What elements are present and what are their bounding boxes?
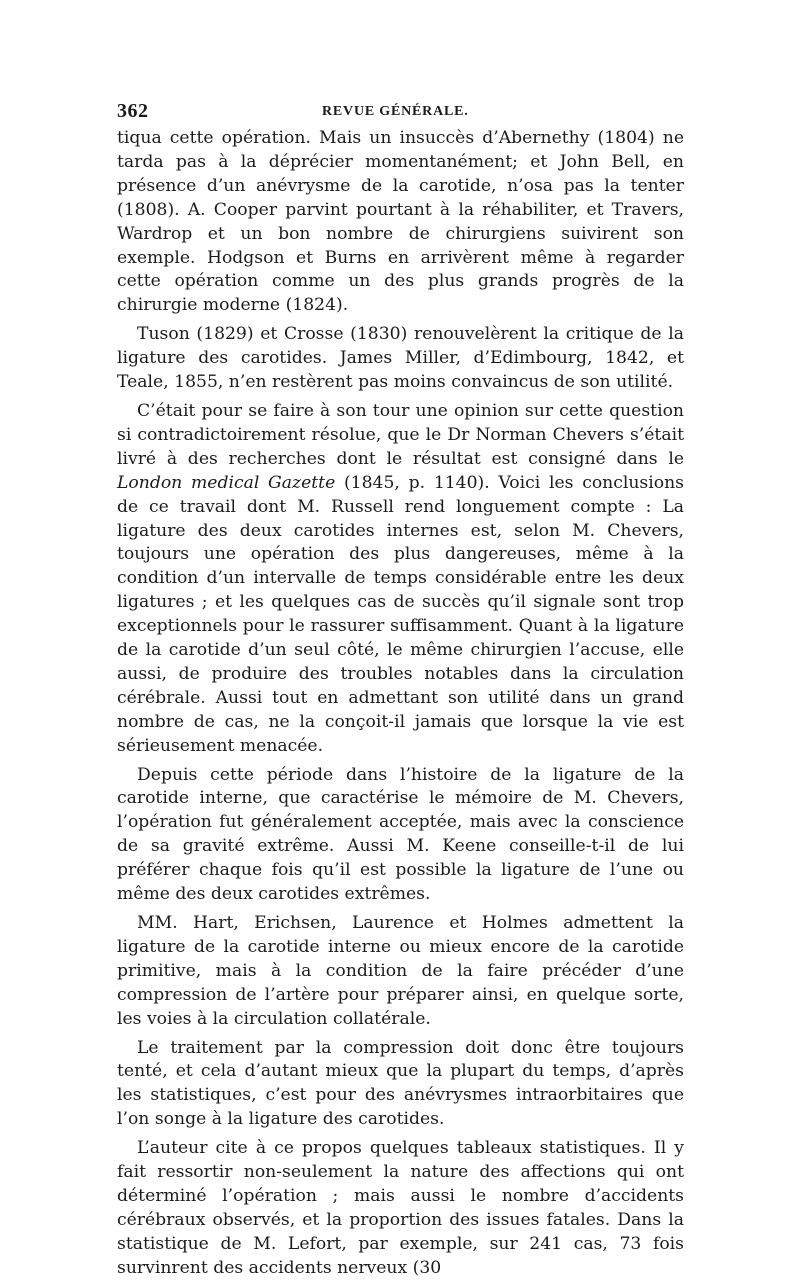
paragraph-2: Tuson (1829) et Crosse (1830) renouvelèrent la critique de la ligature des carotides. James Miller, d’Edimbourg, 1842, et Teale, 1855, n’en restèrent pas moins convaincus de son utilité.	[117, 324, 684, 393]
paragraph-3-text-before: C’était pour se faire à son tour une opinion sur cette question si contradictoirement résolue, que le Dr Norman Chevers s’était livré à des recherches dont le résultat est consigné dans le	[117, 400, 684, 469]
paragraph-3-text-after: (1845, p. 1140). Voici les conclusions de ce travail dont M. Russell rend longuement compte : La ligature des deux carotides internes est, selon M. Chevers, toujours une opération des plus dangereuses, même à la condition d’un intervalle de temps considérable entre les deux ligatures ; et les quelques cas de succès qu’il signale sont trop exceptionnels pour le rassurer suffisamment. Quant à la ligature de la carotide d’un seul côté, le même chirurgien l’accuse, elle aussi, de produire des troubles notables dans la circulation cérébrale. Aussi tout en admettant son utilité dans un grand nombre de cas, ne la conçoit-il jamais que lorsque la vie est sérieusement menacée.	[117, 472, 684, 756]
paragraph-4: Depuis cette période dans l’histoire de la ligature de la carotide interne, que caractérise le mémoire de M. Chevers, l’opération fut généralement acceptée, mais avec la conscience de sa gravité extrême. Aussi M. Keene conseille-t-il de lui préférer chaque fois qu’il est possible la ligature de l’une ou même des deux carotides extrêmes.	[117, 764, 684, 905]
paragraph-7: L’auteur cite à ce propos quelques tableaux statistiques. Il y fait ressortir non-seulement la nature des affections qui ont déterminé l’opération ; mais aussi le nombre d’accidents cérébraux observés, et la proportion des issues fatales. Dans la statistique de M. Lefort, par exemple, sur 241 cas, 73 fois survinrent des accidents nerveux (30	[117, 1138, 684, 1278]
page-number: 362	[117, 100, 149, 122]
journal-title: London medical Gazette	[117, 472, 336, 493]
paragraph-6: Le traitement par la compression doit donc être toujours tenté, et cela d’autant mieux que la plupart du temps, d’après les statistiques, c’est pour des anévrysmes intraorbitaires que l’on songe à la ligature des carotides.	[117, 1037, 684, 1130]
paragraph-1: tiqua cette opération. Mais un insuccès d’Abernethy (1804) ne tarda pas à la déprécier momentanément; et John Bell, en présence d’un anévrysme de la carotide, n’osa pas la tenter (1808). A. Cooper parvint pourtant à la réhabiliter, et Travers, Wardrop et un bon nombre de chirurgiens suivirent son exemple. Hodgson et Burns en arrivèrent même à regarder cette opération comme un des plus grands progrès de la chirurgie moderne (1824).	[117, 128, 684, 316]
body-text	[117, 127, 684, 1281]
page-header	[117, 100, 684, 124]
paragraph-5: MM. Hart, Erichsen, Laurence et Holmes admettent la ligature de la carotide interne ou mieux encore de la carotide primitive, mais à la condition de la faire précéder d’une compression de l’artère pour préparer ainsi, en quelque sorte, les voies à la circulation collatérale.	[117, 913, 684, 1029]
running-title: REVUE GÉNÉRALE.	[322, 104, 469, 119]
paragraph-3	[117, 400, 684, 759]
